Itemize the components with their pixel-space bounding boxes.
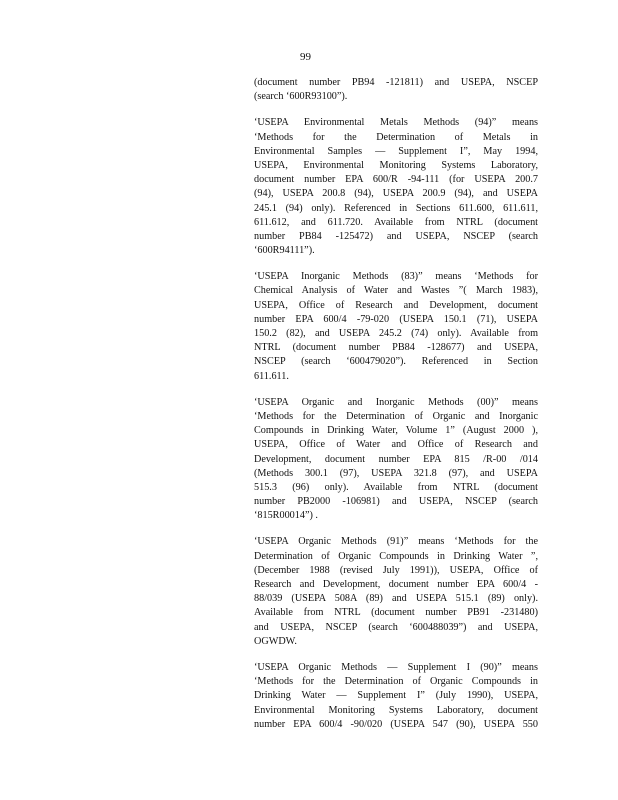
text-line: ‘USEPA Organic Methods — Supplement I (90)” means bbox=[254, 661, 538, 673]
text-line: Development, document number EPA 815 /R-00 /014 bbox=[254, 453, 538, 465]
text-line: Environmental Monitoring Systems Laboratory, document bbox=[254, 704, 538, 716]
text-line: Available from NTRL (document number PB91 -231480) bbox=[254, 607, 538, 619]
text-line: OGWDW. bbox=[254, 635, 297, 647]
text-line: ‘Methods for the Determination of Organic and Inorganic bbox=[254, 410, 538, 422]
text-line: (94), USEPA 200.8 (94), USEPA 200.9 (94), and USEPA bbox=[254, 188, 538, 200]
text-line: NTRL (document number PB84 -128677) and USEPA, bbox=[254, 342, 538, 354]
text-line: ‘Methods for the Determination of Metals in bbox=[254, 131, 538, 143]
text-line: 515.3 (96) only). Available from NTRL (document bbox=[254, 481, 538, 493]
text-line: ‘USEPA Inorganic Methods (83)” means ‘Methods for bbox=[254, 271, 538, 283]
text-line: Research and Development, document number EPA 600/4 - bbox=[254, 579, 538, 590]
text-line: and USEPA, NSCEP (search ‘600488039”) and USEPA, bbox=[254, 621, 538, 633]
text-line: 245.1 (94) only). Referenced in Sections 611.600, 611.611, bbox=[254, 202, 538, 214]
text-line: USEPA, Environmental Monitoring Systems Laboratory, bbox=[254, 159, 538, 171]
paragraph-usepa-inorganic-methods-83 bbox=[254, 270, 538, 384]
paragraph-usepa-organic-and-inorganic-methods-00 bbox=[254, 396, 538, 524]
text-line: ‘815R00014”) . bbox=[254, 510, 318, 522]
page-number: 99 bbox=[300, 51, 311, 63]
text-line: 150.2 (82), and USEPA 245.2 (74) only). Available from bbox=[254, 328, 538, 339]
text-line: USEPA, Office of Water and Office of Research and bbox=[254, 439, 538, 451]
text-line: 611.612, and 611.720. Available from NTRL (document bbox=[254, 216, 538, 228]
text-line: (Methods 300.1 (97), USEPA 321.8 (97), and USEPA bbox=[254, 467, 538, 479]
paragraph-usepa-organic-methods-91 bbox=[254, 535, 538, 649]
text-line: 611.611. bbox=[254, 370, 289, 382]
text-line: (search ‘600R93100”). bbox=[254, 91, 348, 103]
text-line: Drinking Water — Supplement I” (July 1990), USEPA, bbox=[254, 690, 538, 702]
text-line: number PB2000 -106981) and USEPA, NSCEP (search bbox=[254, 496, 538, 508]
text-line: NSCEP (search ‘600479020”). Referenced in Section bbox=[254, 356, 538, 368]
text-line: document number EPA 600/R -94-111 (for USEPA 200.7 bbox=[254, 174, 538, 186]
text-line: (document number PB94 -121811) and USEPA, NSCEP bbox=[254, 77, 538, 88]
text-line: number EPA 600/4 -90/020 (USEPA 547 (90), USEPA 550 bbox=[254, 718, 538, 730]
text-line: Determination of Organic Compounds in Drinking Water ”, bbox=[254, 550, 538, 562]
text-line: ‘USEPA Environmental Metals Methods (94)” means bbox=[254, 117, 538, 129]
text-line: ‘Methods for the Determination of Organic Compounds in bbox=[254, 676, 538, 688]
text-line: ‘USEPA Organic and Inorganic Methods (00)” means bbox=[254, 396, 538, 408]
text-line: ‘USEPA Organic Methods (91)” means ‘Methods for the bbox=[254, 536, 538, 548]
document-body bbox=[254, 76, 538, 744]
text-line: ‘600R94111”). bbox=[254, 245, 315, 257]
text-line: Compounds in Drinking Water, Volume 1” (August 2000 ), bbox=[254, 425, 538, 437]
text-line: USEPA, Office of Research and Development, document bbox=[254, 299, 538, 311]
text-line: Chemical Analysis of Water and Wastes ”( March 1983), bbox=[254, 285, 538, 297]
paragraph-usepa-nscep-600r93100 bbox=[254, 76, 538, 104]
paragraph-usepa-organic-methods-supplement-i-90 bbox=[254, 661, 538, 732]
text-line: (December 1988 (revised July 1991)), USEPA, Office of bbox=[254, 564, 538, 576]
text-line: 88/039 (USEPA 508A (89) and USEPA 515.1 (89) only). bbox=[254, 593, 538, 605]
text-line: number EPA 600/4 -79-020 (USEPA 150.1 (71), USEPA bbox=[254, 313, 538, 325]
text-line: number PB84 -125472) and USEPA, NSCEP (search bbox=[254, 230, 538, 242]
paragraph-usepa-environmental-metals-methods-94 bbox=[254, 116, 538, 258]
text-line: Environmental Samples — Supplement I”, May 1994, bbox=[254, 145, 538, 157]
